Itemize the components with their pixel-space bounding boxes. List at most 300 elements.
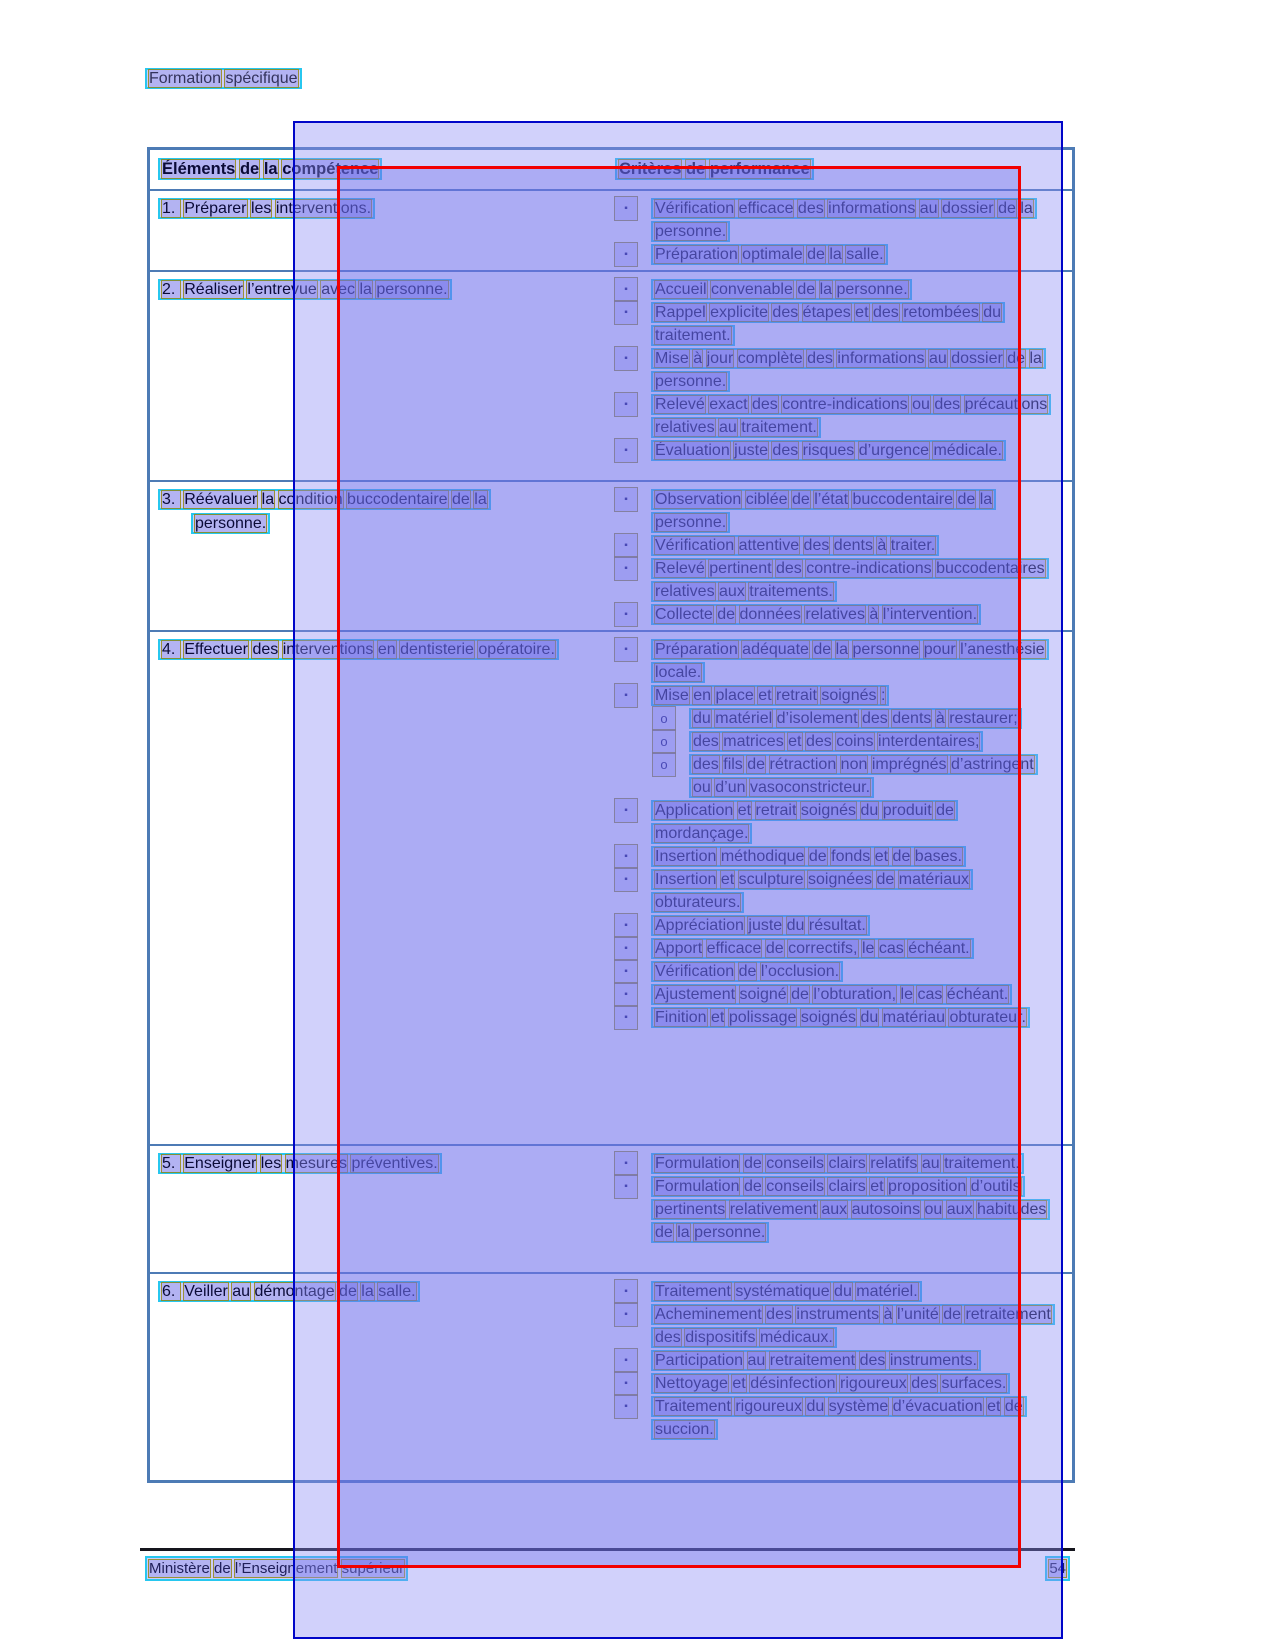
word-box: la (835, 641, 849, 658)
criterion-text-block (651, 1349, 1051, 1372)
criterion-item (605, 730, 1072, 753)
word-box: rétraction (769, 756, 837, 773)
word-box: Évaluation (655, 442, 730, 459)
element-cell (150, 632, 605, 1144)
word-box: Relevé (655, 560, 705, 577)
word-box: à (883, 1306, 893, 1323)
bullet-icon: ▪ (615, 197, 637, 220)
word-box: retombées (903, 304, 979, 321)
word-box: méthodique (720, 848, 805, 865)
word-box: Nettoyage (655, 1375, 728, 1392)
word-box: Rappel (655, 304, 706, 321)
word-box: de (1004, 1398, 1023, 1415)
word-box: 5. (162, 1155, 180, 1172)
word-box: soignés (800, 1009, 857, 1026)
word-box: matériau (882, 1009, 945, 1026)
word-box: proposition (888, 1178, 967, 1195)
word-box: clairs (828, 1178, 866, 1195)
sub-bullet-icon: o (653, 707, 675, 730)
criteria-cell (605, 632, 1072, 1144)
word-box: la (474, 491, 487, 508)
criterion-text-block (651, 603, 1051, 626)
element-text-block (158, 488, 560, 536)
word-box: des (803, 537, 830, 554)
bullet-icon: ▪ (615, 638, 637, 661)
word-box: au (919, 200, 938, 217)
word-box: à (869, 606, 879, 623)
word-box: et (711, 1009, 725, 1026)
bullet-icon: ▪ (615, 983, 637, 1006)
word-box: imprégnés (871, 756, 947, 773)
criteria-cell (605, 1146, 1072, 1272)
word-box: de (239, 160, 260, 178)
criterion-text (651, 1350, 981, 1371)
criterion-text-block (689, 730, 1039, 753)
word-box: de (452, 491, 470, 508)
criterion-text (651, 348, 1046, 392)
table-row (150, 632, 1072, 1146)
criterion-item (605, 197, 1072, 243)
element-text-block (158, 1152, 560, 1176)
criterion-item (605, 638, 1072, 684)
word-box: interdentaires; (878, 733, 980, 750)
word-box: traiter. (890, 537, 936, 554)
word-box: traitement. (944, 1155, 1020, 1172)
criterion-item (605, 488, 1072, 534)
word-box: Participation (655, 1352, 744, 1369)
column-header-elements (158, 158, 382, 180)
criterion-text-block (651, 1175, 1051, 1244)
word-box: les (250, 200, 272, 217)
criterion-text (651, 279, 912, 300)
criterion-item (605, 684, 1072, 707)
word-box: personne. (195, 515, 267, 532)
criterion-item (605, 753, 1072, 799)
bullet-icon: ▪ (615, 1006, 637, 1029)
criterion-item (605, 1175, 1072, 1244)
word-box: des (859, 1352, 886, 1369)
bullet-icon: ▪ (615, 1372, 637, 1395)
criterion-item (605, 914, 1072, 937)
word-box: des (751, 396, 778, 413)
criterion-item (605, 868, 1072, 914)
criterion-item (605, 845, 1072, 868)
criterion-text (651, 394, 1051, 438)
criteria-cell (605, 272, 1072, 480)
word-box: en (693, 687, 712, 704)
word-box: Critères (619, 160, 682, 178)
word-box: d’évacuation (892, 1398, 983, 1415)
criterion-item (605, 937, 1072, 960)
criterion-text (651, 1176, 1050, 1243)
criterion-text-block (651, 439, 1051, 462)
word-box: du (693, 710, 711, 727)
criterion-text (651, 869, 973, 913)
word-box: retraitement (965, 1306, 1051, 1323)
criterion-text (651, 1007, 1030, 1028)
word-box: échéant. (946, 986, 1009, 1003)
bullet-icon: ▪ (615, 393, 637, 416)
word-box: cas (878, 940, 904, 957)
element-cell (150, 1146, 605, 1272)
bullet-icon: ▪ (615, 439, 637, 462)
word-box: d’isolement (776, 710, 858, 727)
word-box: données (739, 606, 801, 623)
word-box: sculpture (738, 871, 804, 888)
table-body (150, 191, 1072, 1480)
word-box: 1. (162, 200, 180, 217)
word-box: en (377, 641, 396, 658)
criterion-text-block (651, 799, 1051, 845)
bullet-icon: ▪ (615, 1349, 637, 1372)
word-box: le (900, 986, 913, 1003)
word-box: personne. (836, 281, 908, 298)
word-box: 2. (162, 281, 180, 298)
word-box: rigoureux (735, 1398, 803, 1415)
bullet-icon: ▪ (615, 1395, 637, 1418)
bullet-icon: ▪ (615, 960, 637, 983)
criterion-text-block (651, 845, 1051, 868)
word-box: au (928, 350, 947, 367)
word-box: étapes (802, 304, 851, 321)
criterion-item (605, 347, 1072, 393)
section-label-container (145, 68, 302, 90)
word-box: soignés (800, 802, 857, 819)
word-box: des (807, 350, 833, 367)
criterion-text (651, 1373, 1010, 1394)
word-box: complète (737, 350, 803, 367)
word-box: efficace (738, 200, 794, 217)
criterion-item (605, 439, 1072, 462)
word-box: Relevé (655, 396, 705, 413)
word-box: systématique (735, 1283, 830, 1300)
bullet-icon: ▪ (615, 347, 637, 370)
word-box: Insertion (655, 848, 717, 865)
word-box: vasoconstricteur. (749, 779, 871, 796)
criteria-cell (605, 191, 1072, 270)
element-text (158, 489, 491, 534)
word-box: relatives (805, 606, 865, 623)
element-text-block (158, 1280, 560, 1304)
word-box: des (772, 304, 799, 321)
bullet-icon: ▪ (615, 868, 637, 891)
word-box: médicale. (933, 442, 1002, 459)
word-box: traitements. (749, 583, 833, 600)
element-text-block (158, 197, 560, 221)
bullet-icon: ▪ (615, 1152, 637, 1175)
criterion-text (651, 558, 1049, 602)
word-box: Ministère (149, 1560, 210, 1577)
criterion-text (651, 535, 939, 556)
header-cell-elements (150, 160, 605, 179)
word-box: et (987, 1398, 1001, 1415)
criterion-text-block (651, 1152, 1051, 1175)
word-box: ou (693, 779, 711, 796)
element-text (158, 1153, 442, 1174)
word-box: adéquate (742, 641, 809, 658)
word-box: polissage (728, 1009, 797, 1026)
section-label (145, 68, 302, 89)
criterion-item (605, 960, 1072, 983)
word-box: la (263, 160, 278, 178)
word-box: de (655, 1224, 673, 1241)
word-box: interventions (282, 641, 374, 658)
word-box: des (655, 1329, 681, 1346)
word-box: la (359, 281, 372, 298)
word-box: de (813, 641, 832, 658)
word-box: la (1020, 200, 1033, 217)
word-box: pertinents (655, 1201, 726, 1218)
word-box: instruments (796, 1306, 880, 1323)
word-box: de (791, 491, 810, 508)
word-box: surfaces. (941, 1375, 1007, 1392)
element-cell (150, 482, 605, 630)
word-box: conseils (766, 1178, 824, 1195)
word-box: place (715, 687, 754, 704)
word-box: traitement. (741, 419, 817, 436)
word-box: interventions. (275, 200, 372, 217)
word-box: Insertion (655, 871, 717, 888)
word-box: des (862, 710, 888, 727)
criteria-cell (605, 482, 1072, 630)
word-box: Mise (655, 687, 689, 704)
word-box: buccodentaire (852, 491, 953, 508)
word-box: succion. (655, 1421, 714, 1438)
word-box: attentive (738, 537, 800, 554)
word-box: des (797, 200, 824, 217)
word-box: convenable (711, 281, 793, 298)
word-box: personne. (655, 223, 727, 240)
word-box: obturateur. (949, 1009, 1026, 1026)
word-box: dossier (951, 350, 1003, 367)
bullet-icon: ▪ (615, 243, 637, 266)
table-row (150, 272, 1072, 482)
word-box: Ajustement (655, 986, 736, 1003)
criterion-item (605, 983, 1072, 1006)
word-box: dentisterie (400, 641, 474, 658)
element-text (158, 1281, 420, 1302)
word-box: matériel. (856, 1283, 918, 1300)
bullet-icon: ▪ (615, 1280, 637, 1303)
word-box: retraitement (769, 1352, 856, 1369)
word-box: au (719, 419, 737, 436)
word-box: de (892, 848, 911, 865)
word-box: matrices (723, 733, 784, 750)
criterion-text (651, 440, 1006, 461)
word-box: des (911, 1375, 937, 1392)
table-row (150, 191, 1072, 272)
criterion-text (689, 708, 1022, 729)
word-box: à (935, 710, 945, 727)
word-box: les (260, 1155, 282, 1172)
word-box: correctifs, (788, 940, 858, 957)
word-box: et (855, 304, 869, 321)
word-box: du (860, 802, 879, 819)
criterion-text (651, 198, 1037, 242)
criterion-text-block (651, 488, 1051, 534)
word-box: Réaliser (184, 281, 243, 298)
word-box: ciblée (745, 491, 788, 508)
word-box: dents (892, 710, 932, 727)
word-box: de (1007, 350, 1026, 367)
word-box: aux (821, 1201, 848, 1218)
word-box: de (339, 1283, 357, 1300)
element-cell (150, 272, 605, 480)
word-box: résultat. (808, 917, 866, 934)
element-text (158, 639, 559, 660)
bullet-icon: ▪ (615, 684, 637, 707)
criterion-text (651, 685, 889, 706)
word-box: l’intervention. (882, 606, 978, 623)
word-box: au (232, 1283, 251, 1300)
word-box: de (808, 848, 827, 865)
word-box: Préparation (655, 641, 738, 658)
word-box: spécifique (225, 70, 298, 87)
word-box: Accueil (655, 281, 707, 298)
bullet-icon: ▪ (615, 534, 637, 557)
word-box: ou (924, 1201, 943, 1218)
page-footer (145, 1556, 1070, 1581)
criterion-item (605, 1349, 1072, 1372)
word-box: et (874, 848, 889, 865)
word-box: pour (923, 641, 956, 658)
column-header-criteria (615, 158, 814, 180)
word-box: l’obturation, (813, 986, 897, 1003)
table-row (150, 482, 1072, 632)
bullet-icon: ▪ (615, 301, 637, 324)
word-box: et (737, 802, 752, 819)
criterion-item (605, 243, 1072, 266)
word-box: et (870, 1178, 884, 1195)
word-box: personne. (376, 281, 448, 298)
word-box: Formation (149, 70, 222, 87)
word-box: la (819, 281, 833, 298)
criterion-text-block (651, 684, 1051, 707)
bullet-icon: ▪ (615, 1303, 637, 1326)
criterion-text-block (651, 278, 1051, 301)
word-box: de (717, 606, 736, 623)
word-box: 54 (1049, 1560, 1066, 1577)
criterion-item (605, 1006, 1072, 1029)
word-box: Préparation (655, 246, 738, 263)
word-box: compétence (282, 160, 379, 178)
criterion-text-block (651, 393, 1051, 439)
word-box: mesures (285, 1155, 348, 1172)
criterion-item (605, 534, 1072, 557)
word-box: la (979, 491, 993, 508)
word-box: à (693, 350, 703, 367)
word-box: Vérification (655, 537, 735, 554)
word-box: personne. (655, 373, 727, 390)
word-box: relatives (655, 419, 715, 436)
element-cell (150, 191, 605, 270)
word-box: Formulation (655, 1155, 740, 1172)
footer-divider (140, 1548, 1075, 1551)
word-box: ou (912, 396, 930, 413)
word-box: rigoureux (840, 1375, 907, 1392)
element-text-block (158, 638, 560, 662)
word-box: fonds (831, 848, 871, 865)
criterion-text-block (651, 534, 1051, 557)
word-box: retrait (775, 687, 817, 704)
criterion-text (651, 984, 1012, 1005)
word-box: Effectuer (184, 641, 248, 658)
word-box: jour (706, 350, 734, 367)
word-box: : (880, 687, 886, 704)
word-box: des (693, 733, 719, 750)
sub-bullet-icon: o (653, 753, 675, 776)
criterion-text (651, 800, 958, 844)
word-box: à (877, 537, 887, 554)
word-box: pertinent (709, 560, 772, 577)
word-box: du (983, 304, 1002, 321)
word-box: Traitement (655, 1283, 731, 1300)
word-box: de (685, 160, 706, 178)
footer-ministry-label (145, 1556, 408, 1581)
word-box: des (934, 396, 961, 413)
word-box: de (876, 871, 895, 888)
criterion-text (651, 639, 1049, 683)
criterion-item (605, 1372, 1072, 1395)
word-box: 4. (162, 641, 180, 658)
word-box: matériel (715, 710, 773, 727)
word-box: au (921, 1155, 940, 1172)
word-box: d’outils (970, 1178, 1021, 1195)
word-box: et (732, 1375, 746, 1392)
word-box: système (828, 1398, 889, 1415)
word-box: démontage (254, 1283, 335, 1300)
word-box: l’occlusion. (760, 963, 840, 980)
word-box: Acheminement (655, 1306, 762, 1323)
word-box: conseils (766, 1155, 824, 1172)
word-box: salle. (846, 246, 884, 263)
word-box: Observation (655, 491, 742, 508)
criterion-text-block (651, 347, 1051, 393)
criterion-text-block (651, 1395, 1051, 1441)
criterion-text-block (651, 1006, 1051, 1029)
word-box: Apport (655, 940, 703, 957)
word-box: 3. (162, 491, 180, 508)
word-box: explicite (710, 304, 768, 321)
word-box: Formulation (655, 1178, 740, 1195)
word-box: d’un (715, 779, 746, 796)
criterion-text-block (651, 960, 1051, 983)
word-box: dispositifs (685, 1329, 756, 1346)
criterion-text-block (651, 983, 1051, 1006)
word-box: la (677, 1224, 690, 1241)
criterion-text (651, 1396, 1027, 1440)
table-header-row (150, 150, 1072, 191)
word-box: avec (321, 281, 356, 298)
criterion-text (651, 846, 966, 867)
word-box: préventives. (351, 1155, 438, 1172)
word-box: instruments. (889, 1352, 977, 1369)
word-box: autosoins (851, 1201, 921, 1218)
word-box: restaurer; (949, 710, 1018, 727)
criterion-text-block (689, 707, 1039, 730)
criterion-text-block (689, 753, 1039, 799)
word-box: du (806, 1398, 825, 1415)
word-box: buccodentaire (347, 491, 448, 508)
word-box: personne (852, 641, 920, 658)
word-box: des (772, 442, 799, 459)
criterion-text-block (651, 1372, 1051, 1395)
bullet-icon: ▪ (615, 914, 637, 937)
word-box: Traitement (655, 1398, 731, 1415)
word-box: personne. (694, 1224, 766, 1241)
criterion-text-block (651, 638, 1051, 684)
criterion-text-block (651, 197, 1051, 243)
